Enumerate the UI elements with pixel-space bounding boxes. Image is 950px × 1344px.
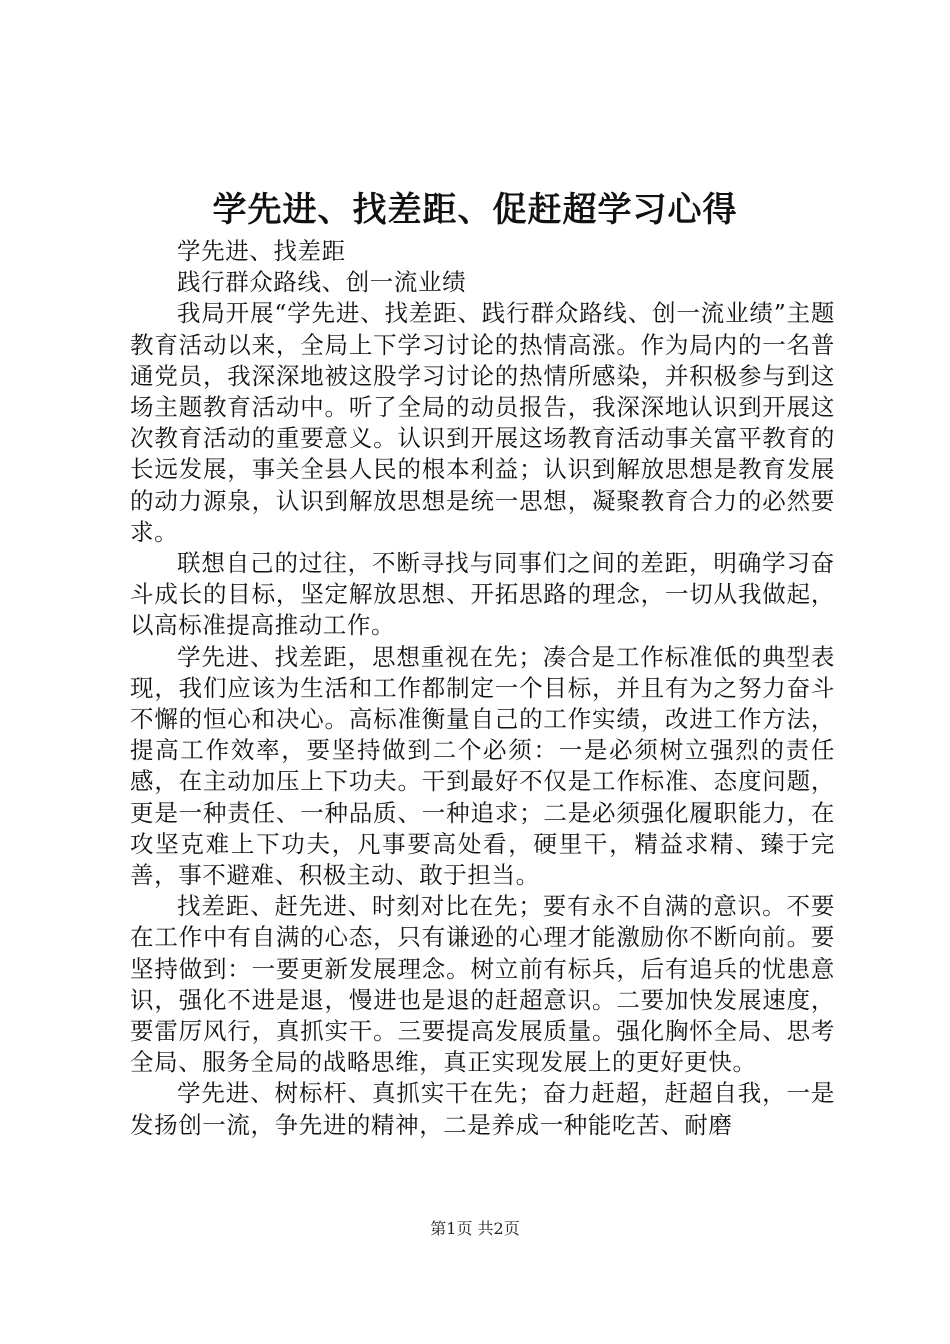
- paragraph: 学先进、找差距，思想重视在先；凑合是工作标准低的典型表现，我们应该为生活和工作都制定一个目标，并且有为之努力奋斗不懈的恒心和决心。高标准衡量自己的工作实绩，改进工作方法，提高工作效率，要坚持做到二个必须：一是必须树立强烈的责任感，在主动加压上下功夫。干到最好不仅是工作标准、态度问题，更是一种责任、一种品质、一种追求；二是必须强化履职能力，在攻坚克难上下功夫，凡事要高处看，硬里干，精益求精、臻于完善，事不避难、积极主动、敢于担当。: [130, 642, 835, 890]
- page-footer: 第1页 共2页: [430, 1219, 520, 1238]
- paragraph: 找差距、赶先进、时刻对比在先；要有永不自满的意识。不要在工作中有自满的心态，只有谦逊的心理才能激励你不断向前。要坚持做到：一要更新发展理念。树立前有标兵，后有追兵的忧患意识，强化不进是退，慢进也是退的赶超意识。二要加快发展速度，要雷厉风行，真抓实干。三要提高发展质量。强化胸怀全局、思考全局、服务全局的战略思维，真正实现发展上的更好更快。: [130, 892, 835, 1077]
- subtitle-line-1: 学先进、找差距: [177, 237, 346, 265]
- paragraph: 学先进、树标杆、真抓实干在先；奋力赶超，赶超自我，一是发扬创一流，争先进的精神，二是养成一种能吃苦、耐磨: [130, 1079, 835, 1139]
- paragraph: 联想自己的过往，不断寻找与同事们之间的差距，明确学习奋斗成长的目标，坚定解放思想、开拓思路的理念，一切从我做起，以高标准提高推动工作。: [130, 549, 835, 640]
- document-title: 学先进、找差距、促赶超学习心得: [212, 190, 738, 230]
- document-body: [130, 236, 835, 1141]
- paragraph: 我局开展“学先进、找差距、践行群众路线、创一流业绩”主题教育活动以来，全局上下学习讨论的热情高涨。作为局内的一名普通党员，我深深地被这股学习讨论的热情所感染，并积极参与到这场主题教育活动中。听了全局的动员报告，我深深地认识到开展这次教育活动的重要意义。认识到开展这场教育活动事关富平教育的长远发展，事关全县人民的根本利益；认识到解放思想是教育发展的动力源泉，认识到解放思想是统一思想，凝聚教育合力的必然要求。: [130, 299, 835, 546]
- subtitle-line-2: 践行群众路线、创一流业绩: [177, 268, 467, 297]
